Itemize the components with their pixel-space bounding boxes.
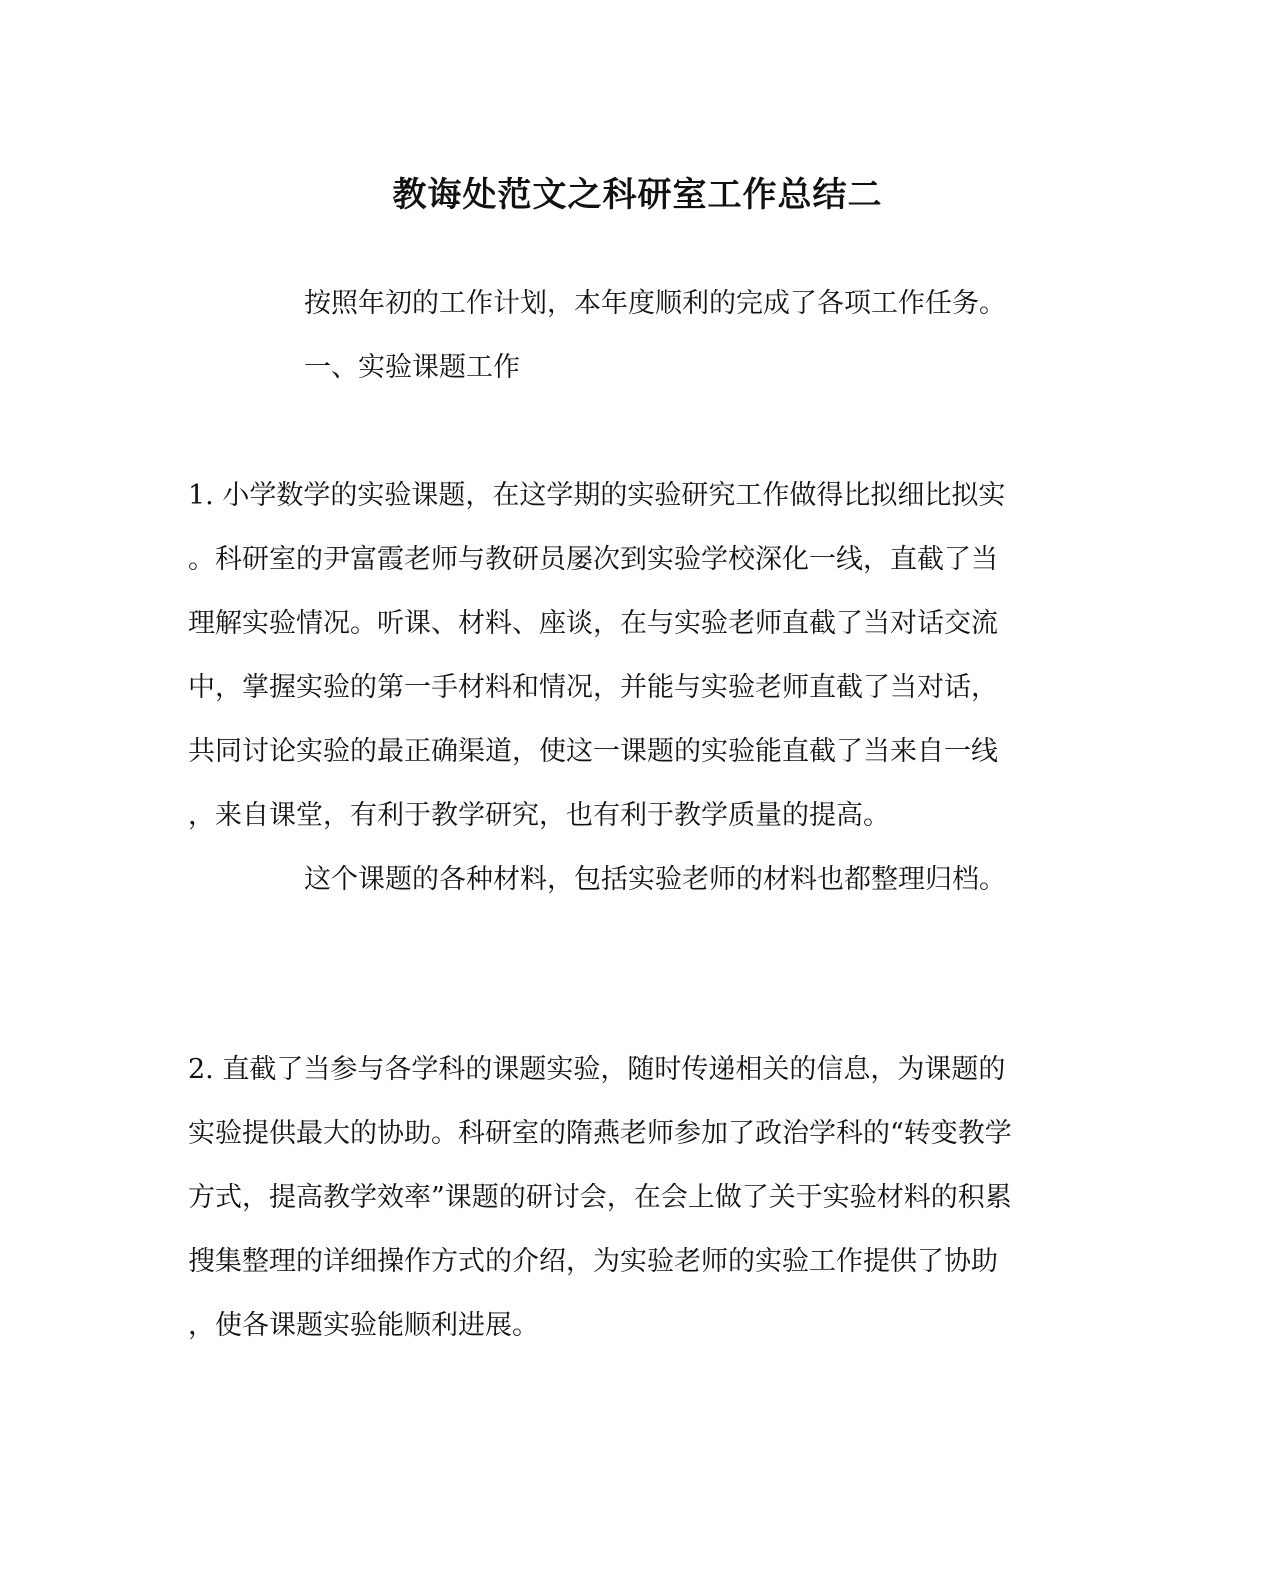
item-1-line: 理解实验情况。听课、材料、座谈，在与实验老师直截了当对话交流 — [188, 608, 998, 639]
document-title: 教诲处范文之科研室工作总结二 — [392, 175, 883, 215]
intro-paragraph: 按照年初的工作计划，本年度顺利的完成了各项工作任务。 — [304, 288, 1006, 319]
item-1-line: 1. 小学数学的实验课题，在这学期的实验研究工作做得比拟细比拟实 — [188, 480, 1006, 511]
item-1-line: 中，掌握实验的第一手材料和情况，并能与实验老师直截了当对话， — [188, 672, 998, 703]
item-2-line: 方式，提高教学效率”课题的研讨会，在会上做了关于实验材料的积累 — [188, 1182, 1012, 1213]
item-2-line: 搜集整理的详细操作方式的介绍，为实验老师的实验工作提供了协助 — [188, 1246, 998, 1277]
item-2-line: 2. 直截了当参与各学科的课题实验，随时传递相关的信息，为课题的 — [188, 1054, 1006, 1085]
item-2-line: ，使各课题实验能顺利进展。 — [188, 1310, 539, 1341]
item-1-line: ，来自课堂，有利于教学研究，也有利于教学质量的提高。 — [188, 800, 890, 831]
item-1-line: 。科研室的尹富霞老师与教研员屡次到实验学校深化一线，直截了当 — [188, 544, 998, 575]
item-1-line: 共同讨论实验的最正确渠道，使这一课题的实验能直截了当来自一线 — [188, 736, 998, 767]
item-1-followup: 这个课题的各种材料，包括实验老师的材料也都整理归档。 — [304, 864, 1006, 895]
section-heading: 一、实验课题工作 — [304, 352, 520, 383]
item-2-line: 实验提供最大的协助。科研室的隋燕老师参加了政治学科的“转变教学 — [188, 1118, 1012, 1149]
